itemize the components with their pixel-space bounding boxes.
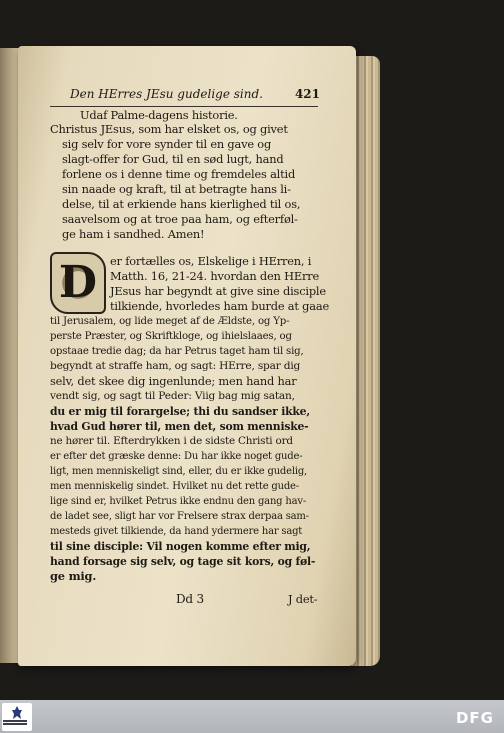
text-line: delse, til at erkiende hans kierlighed til os, <box>62 197 301 211</box>
text-line: begyndt at straffe ham, og sagt: HErre, spar dig <box>50 360 301 372</box>
decorated-initial <box>50 252 106 314</box>
text-line: sin naade og kraft, til at betragte hans li- <box>62 182 291 196</box>
dfg-logo[interactable]: DFG <box>455 709 494 727</box>
text-line: selv, det skee dig ingenlunde; men hand har <box>50 374 297 388</box>
text-line: vendt sig, og sagt til Peder: Viig bag mig satan, <box>50 390 295 402</box>
text-line: Christus JEsus, som har elsket os, og givet <box>50 122 288 136</box>
text-line: de ladet see, sligt har vor Frelsere strax derpaa sam- <box>50 511 309 522</box>
text-line: tilkiende, hvorledes ham burde at gaae <box>110 299 329 313</box>
text-line: opstaae tredie dag; da har Petrus taget ham til sig, <box>50 346 304 357</box>
text-line: mesteds givet tilkiende, da hand ydermere har sagt <box>50 526 303 537</box>
text-line: du er mig til forargelse; thi du sandser ikke, <box>50 405 310 418</box>
text-line: hvad Gud hører til, men det, som menniske- <box>50 420 309 433</box>
text-line: ge ham i sandhed. Amen! <box>62 227 205 241</box>
text-line: hand forsage sig selv, og tage sit kors, og føl- <box>50 555 316 568</box>
text-line: er efter det græske denne: Du har ikke noget gude- <box>50 451 303 462</box>
text-line: sig selv for vore synder til en gave og <box>62 137 272 151</box>
text-line: ligt, men menniskeligt sind, eller, du er ikke gudelig, <box>50 466 308 477</box>
text-line: forlene os i denne time og fremdeles altid <box>62 167 296 181</box>
signature-mark: Dd 3 <box>176 592 204 606</box>
initial-letter: D <box>58 257 98 308</box>
text-line: ge mig. <box>50 569 97 583</box>
text-line: ne hører til. Efterdrykken i de sidste Christi ord <box>50 435 293 447</box>
catchword: J det- <box>288 592 318 606</box>
header-rule <box>50 106 318 107</box>
section-heading: Udaf Palme-dagens historie. <box>80 108 238 122</box>
text-line: Matth. 16, 21-24. hvordan den HErre <box>110 269 319 283</box>
text-line: til Jerusalem, og lide meget af de Ældste, og Yp- <box>50 316 290 327</box>
text-line: men menniskelig sindet. Hvilket nu det rette gude- <box>50 481 299 492</box>
logo-wordmark <box>3 720 27 728</box>
text-line: lige sind er, hvilket Petrus ikke endnu den gang hav- <box>50 496 306 507</box>
crown-icon <box>12 706 22 720</box>
text-line: JEsus har begyndt at give sine disciple <box>110 284 326 298</box>
text-line: saavelsom og at troe paa ham, og efterføl- <box>62 212 298 226</box>
running-head-title: Den HErres JEsu gudelige sind. <box>70 87 263 101</box>
text-line: slagt-offer for Gud, til en sød lugt, hand <box>62 152 284 166</box>
text-line: til sine disciple: Vil nogen komme efter mig, <box>50 540 311 553</box>
page-number: 421 <box>294 87 320 101</box>
running-head <box>70 86 320 106</box>
text-line: perste Præster, og Skriftkloge, og ihielslaaes, og <box>50 331 292 342</box>
viewer-footer-bar <box>0 700 504 733</box>
text-line: er fortælles os, Elskelige i HErren, i <box>110 254 312 268</box>
